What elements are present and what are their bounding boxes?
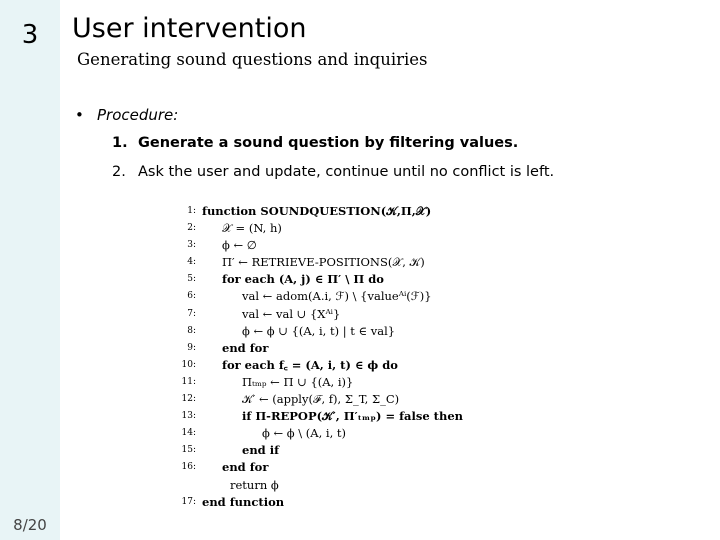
page-number: 8/20: [13, 516, 47, 534]
line-number: 4:: [187, 257, 196, 268]
procedure-step-2: [112, 164, 554, 180]
algorithm-line: [176, 408, 476, 425]
line-code: function SOUNDQUESTION(𝒦,Π,𝒳): [202, 204, 432, 218]
line-number: 9:: [187, 342, 196, 353]
line-code: 𝒦′ ← (apply(ℱ, f), Σ_T, Σ_C): [242, 392, 400, 407]
algorithm-line: [176, 271, 476, 288]
algorithm-line: [176, 340, 476, 357]
step-text: Ask the user and update, continue until no conflict is left.: [138, 164, 555, 180]
line-code: val ← adom(A.i, ℱ) \ {valueᴬⁱ(ℱ)}: [242, 289, 432, 304]
line-code: ϕ ← ϕ ∪ {(A, i, t) | t ∈ val}: [242, 323, 396, 338]
line-number: 11:: [181, 376, 196, 387]
line-number: 17:: [181, 496, 196, 507]
line-code: end if: [242, 443, 280, 458]
line-code: return ϕ: [230, 477, 279, 492]
line-code: end for: [222, 340, 269, 355]
line-number: 6:: [187, 291, 196, 302]
line-code: Πₜₘₚ ← Π ∪ {(A, i)}: [242, 374, 354, 389]
line-code: ϕ ← ϕ \ (A, i, t): [262, 426, 347, 441]
line-number: 5:: [187, 274, 196, 285]
line-number: 15:: [181, 445, 196, 456]
step-number: 1.: [112, 135, 128, 151]
procedure-bullet: [75, 106, 178, 124]
algorithm-listing: [176, 203, 476, 511]
line-number: 13:: [181, 411, 196, 422]
algorithm-line: [176, 494, 476, 511]
line-number: 10:: [181, 359, 196, 370]
algorithm-line: [176, 477, 476, 494]
procedure-label: Procedure:: [97, 106, 179, 124]
algorithm-line: [176, 442, 476, 459]
slide-subtitle: Generating sound questions and inquiries: [77, 50, 428, 69]
line-code: if Π-REPOP(𝒦′, Π′ₜₘₚ) = false then: [242, 409, 464, 424]
section-number: 3: [21, 20, 39, 50]
line-code: Π′ ← RETRIEVE-POSITIONS(𝒳, 𝒦): [222, 255, 425, 270]
algorithm-line: [176, 220, 476, 237]
line-number: 1:: [187, 206, 196, 216]
algorithm-line: [176, 323, 476, 340]
line-number: 2:: [187, 223, 196, 234]
algorithm-line: [176, 306, 476, 323]
algorithm-line: [176, 425, 476, 442]
bullet-icon: •: [75, 106, 84, 124]
line-number: 8:: [187, 325, 196, 336]
algorithm-line: [176, 203, 476, 220]
step-text: Generate a sound question by filtering values.: [138, 135, 519, 151]
algorithm-line: [176, 254, 476, 271]
sidebar: [0, 0, 60, 540]
algorithm-line: [176, 237, 476, 254]
slide-title: User intervention: [72, 13, 307, 44]
algorithm-line: [176, 288, 476, 305]
line-code: end for: [222, 460, 269, 475]
line-code: ϕ ← ∅: [222, 238, 257, 253]
line-code: 𝒳 = (N, h): [222, 221, 282, 236]
line-code: end function: [202, 494, 285, 509]
procedure-step-1: [112, 135, 518, 151]
line-code: for each (A, j) ∈ Π′ \ Π do: [222, 272, 384, 287]
line-number: 7:: [187, 308, 196, 319]
step-number: 2.: [112, 164, 126, 180]
algorithm-line: [176, 459, 476, 476]
line-number: 12:: [181, 394, 196, 405]
line-code: val ← val ∪ {Xᴬⁱ}: [242, 306, 341, 321]
line-number: 16:: [181, 462, 196, 473]
algorithm-line: [176, 357, 476, 374]
line-number: 3:: [187, 240, 196, 251]
line-number: 14:: [181, 428, 196, 439]
algorithm-line: [176, 391, 476, 408]
algorithm-line: [176, 374, 476, 391]
line-code: for each f꜀ = (A, i, t) ∈ ϕ do: [222, 357, 398, 372]
